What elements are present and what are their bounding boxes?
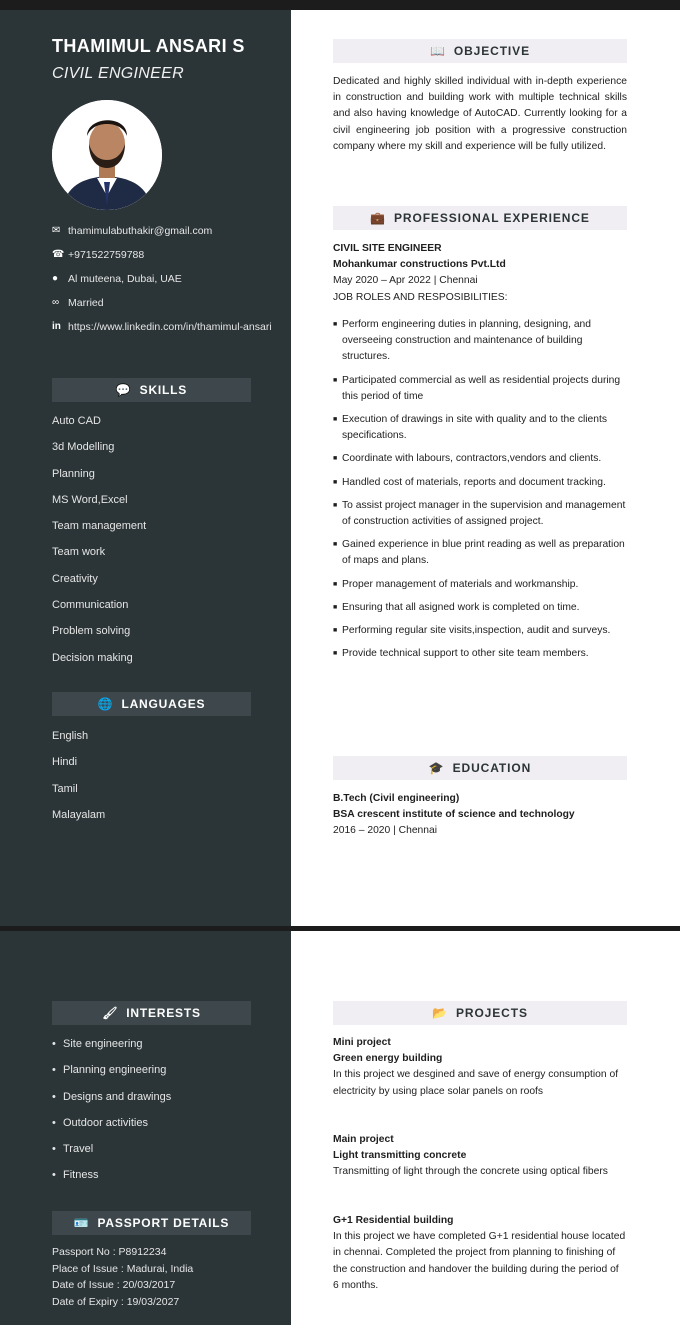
- project-name: Light transmitting concrete: [333, 1150, 467, 1162]
- language-item: Tamil: [52, 782, 78, 795]
- sidebar: [0, 10, 291, 926]
- bullet-icon: •: [52, 1143, 56, 1156]
- education-heading: 🎓 EDUCATION: [333, 756, 627, 780]
- project-description: In this project we desgined and save of energy consumption of electricity by using place solar panels on roofs: [333, 1069, 619, 1097]
- briefcase-icon: 💼: [370, 211, 386, 225]
- resume-page-1: [0, 10, 680, 926]
- job-role: CIVIL SITE ENGINEER: [333, 243, 442, 254]
- contact-email[interactable]: ✉ thamimulabuthakir@gmail.com: [52, 225, 213, 237]
- candidate-title: CIVIL ENGINEER: [52, 65, 184, 82]
- candidate-name: THAMIMUL ANSARI S: [52, 36, 245, 56]
- education-details: [333, 791, 627, 840]
- duty-item: ■ Performing regular site visits,inspection, audit and surveys.: [333, 623, 627, 639]
- duty-item: ■ Ensuring that all asigned work is completed on time.: [333, 600, 627, 616]
- passport-details: [52, 1244, 282, 1310]
- interest-item: • Travel: [52, 1141, 272, 1167]
- phone-icon: ☎: [52, 249, 65, 260]
- project-mini: [333, 1035, 627, 1100]
- project-main: [333, 1132, 627, 1181]
- duty-item: ■ Handled cost of materials, reports and document tracking.: [333, 475, 627, 491]
- square-bullet-icon: ■: [333, 603, 338, 611]
- skills-list: [52, 413, 272, 676]
- project-residential: [333, 1213, 627, 1294]
- duty-item: ■ Execution of drawings in site with quality and to the clients specifications.: [333, 412, 627, 444]
- languages-heading: 🌐 LANGUAGES: [52, 692, 251, 716]
- square-bullet-icon: ■: [333, 478, 338, 486]
- contact-linkedin[interactable]: in https://www.linkedin.com/in/thamimul-ansari: [52, 321, 272, 333]
- skill-item: 3d Modelling: [52, 441, 115, 454]
- sidebar-page-2: [0, 931, 291, 1325]
- skill-item: Problem solving: [52, 625, 131, 638]
- skill-item: Communication: [52, 599, 129, 612]
- project-name: Green energy building: [333, 1053, 443, 1065]
- square-bullet-icon: ■: [333, 376, 338, 384]
- book-icon: 📖: [430, 44, 446, 58]
- languages-list: [52, 728, 272, 833]
- education-degree: B.Tech (Civil engineering): [333, 793, 460, 804]
- job-roles-label: JOB ROLES AND RESPOSIBILITIES:: [333, 291, 508, 303]
- duty-item: ■ Gained experience in blue print reading as well as preparation of maps and plans.: [333, 537, 627, 569]
- skill-item: Team management: [52, 520, 147, 533]
- duty-item: ■ Participated commercial as well as residential projects during this period of time: [333, 373, 627, 405]
- passport-issue-date: Date of Issue : 20/03/2017: [52, 1279, 176, 1291]
- location-pin-icon: ●: [52, 273, 59, 284]
- skill-item: Creativity: [52, 572, 98, 585]
- project-description: In this project we have completed G+1 residential house located in chennai. Completed the project from planning to finishing of the construction and handover the building during the period of 6 months.: [333, 1231, 626, 1291]
- project-type: Main project: [333, 1134, 394, 1145]
- bullet-icon: •: [52, 1064, 56, 1077]
- square-bullet-icon: ■: [333, 501, 338, 509]
- job-company: Mohankumar constructions Pvt.Ltd: [333, 259, 506, 271]
- objective-heading: 📖 OBJECTIVE: [333, 39, 627, 63]
- square-bullet-icon: ■: [333, 580, 338, 588]
- experience-heading: 💼 PROFESSIONAL EXPERIENCE: [333, 206, 627, 230]
- speech-bubble-icon: 💬: [115, 383, 132, 397]
- skill-item: Planning: [52, 467, 95, 480]
- square-bullet-icon: ■: [333, 627, 338, 635]
- duty-item: ■ Provide technical support to other site team members.: [333, 646, 627, 662]
- passport-expiry-date: Date of Expiry : 19/03/2027: [52, 1295, 180, 1308]
- education-period: 2016 – 2020 | Chennai: [333, 825, 438, 837]
- project-description: Transmitting of light through the concrete using optical fibers: [333, 1166, 608, 1178]
- bullet-icon: •: [52, 1116, 56, 1129]
- interest-item: • Planning engineering: [52, 1062, 272, 1088]
- interests-list: [52, 1036, 272, 1194]
- main-content-page-2: [291, 931, 680, 1325]
- skill-item: Team work: [52, 546, 106, 559]
- projects-heading: 📂 PROJECTS: [333, 1001, 627, 1025]
- duty-item: ■ To assist project manager in the supervision and management of construction activities of assigned project.: [333, 498, 627, 530]
- skills-heading: 💬 SKILLS: [52, 378, 251, 402]
- graduation-cap-icon: 🎓: [428, 761, 445, 775]
- job-period: May 2020 – Apr 2022 | Chennai: [333, 275, 478, 287]
- passport-number: Passport No : P8912234: [52, 1246, 167, 1258]
- interest-item: • Fitness: [52, 1167, 272, 1193]
- language-item: Malayalam: [52, 808, 106, 821]
- interests-heading: 🖌 INTERESTS: [52, 1001, 251, 1025]
- folder-icon: 📂: [432, 1006, 448, 1020]
- bullet-icon: •: [52, 1090, 56, 1103]
- globe-icon: 🌐: [97, 697, 114, 711]
- project-name: G+1 Residential building: [333, 1215, 454, 1226]
- experience-details: [333, 241, 627, 306]
- square-bullet-icon: ■: [333, 650, 338, 658]
- language-item: Hindi: [52, 756, 78, 769]
- skill-item: Decision making: [52, 651, 133, 664]
- passport-place: Place of Issue : Madurai, India: [52, 1262, 194, 1275]
- square-bullet-icon: ■: [333, 455, 338, 463]
- id-card-icon: 🪪: [73, 1216, 90, 1230]
- contact-location: ● Al muteena, Dubai, UAE: [52, 273, 182, 285]
- contact-phone[interactable]: ☎ +971522759788: [52, 249, 145, 261]
- square-bullet-icon: ■: [333, 321, 338, 328]
- duty-item: ■ Coordinate with labours, contractors,vendors and clients.: [333, 451, 627, 467]
- interest-item: • Outdoor activities: [52, 1115, 272, 1141]
- language-item: English: [52, 730, 89, 742]
- skill-item: MS Word,Excel: [52, 493, 128, 506]
- main-content: [291, 10, 680, 926]
- skill-item: Auto CAD: [52, 415, 101, 427]
- duties-list: [333, 317, 627, 669]
- resume-page-2: [0, 931, 680, 1325]
- square-bullet-icon: ■: [333, 541, 338, 549]
- bullet-icon: •: [52, 1169, 56, 1182]
- passport-heading: 🪪 PASSPORT DETAILS: [52, 1211, 251, 1235]
- duty-item: ■ Proper management of materials and workmanship.: [333, 577, 627, 593]
- profile-photo-illustration: [52, 100, 162, 210]
- envelope-icon: ✉: [52, 225, 61, 236]
- interest-item: • Site engineering: [52, 1036, 272, 1062]
- project-type: Mini project: [333, 1037, 391, 1048]
- rings-icon: ∞: [52, 297, 60, 308]
- paintbrush-icon: 🖌: [102, 1006, 119, 1020]
- square-bullet-icon: ■: [333, 416, 338, 424]
- objective-text: Dedicated and highly skilled individual with in-depth experience in construction and building work with multiple technical skills and also having knowledge of AutoCAD. Currently looking for a civil engineering job position with a progressive construction company where my skill and experience will be fully utilized.: [333, 76, 627, 152]
- education-institute: BSA crescent institute of science and technology: [333, 809, 575, 821]
- linkedin-icon: in: [52, 321, 61, 332]
- duty-item: ■ Perform engineering duties in planning, designing, and overseeing construction and maintenance of building structures.: [333, 317, 627, 366]
- bullet-icon: •: [52, 1038, 56, 1050]
- contact-marital-status: ∞ Married: [52, 297, 104, 309]
- profile-photo: [52, 100, 162, 210]
- interest-item: • Designs and drawings: [52, 1089, 272, 1115]
